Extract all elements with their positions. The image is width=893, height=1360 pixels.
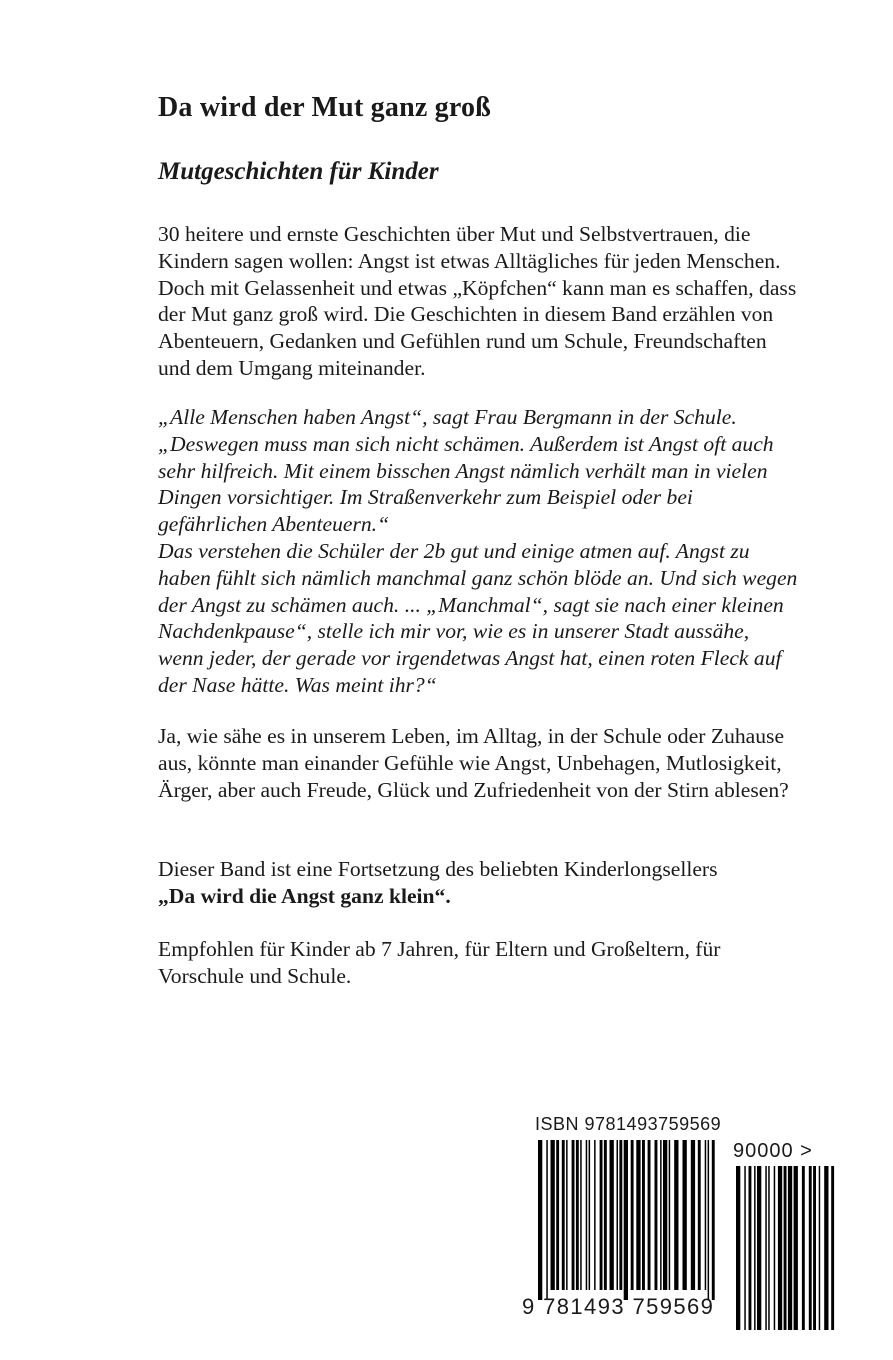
- barcode-bar: [594, 1140, 596, 1290]
- barcode-bar: [765, 1166, 767, 1330]
- barcode-bar: [802, 1166, 805, 1330]
- barcode-bar: [683, 1140, 687, 1290]
- barcode-bar: [642, 1140, 645, 1290]
- barcode-bar: [655, 1140, 658, 1290]
- barcode-bar: [562, 1140, 565, 1290]
- barcode-bar: [705, 1140, 707, 1290]
- question-paragraph: Ja, wie sähe es in unserem Leben, im Alltag, in der Schule oder Zuhause aus, könnte man einander Gefühle wie Angst, Unbehagen, Mutlosigkeit, Ärger, aber auch Freude, Glück und Zufriedenheit von der Stirn ablesen?: [158, 724, 789, 802]
- continuation-text: Dieser Band ist eine Fortsetzung des beliebten Kinderlongsellers: [158, 857, 718, 881]
- barcode-bar: [660, 1140, 662, 1290]
- book-title: Da wird der Mut ganz groß: [158, 92, 491, 123]
- barcode-bar: [566, 1140, 568, 1290]
- barcode-bar: [546, 1140, 548, 1300]
- barcode-digits: 9 781493 759569: [522, 1294, 715, 1319]
- intro-paragraph: 30 heitere und ernste Geschichten über Mut und Selbstvertrauen, die Kindern sagen wollen: Angst ist etwas Alltägliches für jeden Menschen. Doch mit Gelassenheit und etwas „Köpfchen“ kann man es schaffen, dass der Mut ganz groß wird. Die Geschichten in diesem Band erzählen von Abenteuern, Gedanken und Gefühlen rund um Schule, Freundschaften und dem Umgang miteinander.: [158, 222, 797, 380]
- barcode-bar: [819, 1166, 821, 1330]
- barcode-bar: [674, 1140, 678, 1290]
- barcode-bar: [778, 1166, 782, 1330]
- barcode-bar: [604, 1140, 607, 1290]
- barcode-bar: [794, 1166, 798, 1330]
- barcode-bar: [757, 1166, 761, 1330]
- barcode-bar: [631, 1140, 634, 1290]
- barcode-bar: [589, 1140, 591, 1290]
- price-addon: 90000 >: [733, 1140, 813, 1162]
- barcode-bar: [538, 1140, 542, 1300]
- barcode-bar: [624, 1140, 628, 1300]
- barcode-bar: [788, 1166, 792, 1330]
- barcode-bar: [784, 1166, 787, 1330]
- barcode-bar: [648, 1140, 651, 1290]
- barcode-bar: [754, 1166, 756, 1330]
- quote-line-2: „Deswegen muss man sich nicht schämen. Außerdem ist Angst oft auch sehr hilfreich. Mit einem bisschen Angst nämlich verhält man in vielen Dingen vorsichtiger. Im Straßenverkehr zum Beispiel oder bei gefährlichen Abenteuern.“: [158, 431, 774, 537]
- barcode-bar: [663, 1140, 667, 1290]
- previous-book-title: „Da wird die Angst ganz klein“.: [158, 883, 451, 908]
- barcode-bar: [749, 1166, 752, 1330]
- barcode-bar: [698, 1140, 701, 1290]
- barcode-bar: [708, 1140, 710, 1300]
- quote-line-1: „Alle Menschen haben Angst“, sagt Frau Bergmann in der Schule.: [158, 405, 737, 429]
- barcode-bar: [600, 1140, 603, 1290]
- book-subtitle: Mutgeschichten für Kinder: [158, 158, 439, 185]
- barcode-bar: [774, 1166, 776, 1330]
- barcode-bar: [586, 1140, 588, 1290]
- barcode-bar: [831, 1166, 834, 1330]
- barcode-bar: [744, 1166, 746, 1330]
- barcode-bar: [669, 1140, 671, 1290]
- isbn-label: ISBN 9781493759569: [535, 1114, 722, 1134]
- barcode-bar: [824, 1166, 828, 1330]
- barcode-bar: [617, 1140, 619, 1290]
- barcode-bar: [619, 1140, 622, 1290]
- quote-line-3: Das verstehen die Schüler der 2b gut und einige atmen auf. Angst zu haben fühlt sich nämlich manchmal ganz schön blöde an. Und sich wegen der Angst zu schämen auch. ... „Manchmal“, sagt sie nach einer kleinen Nachdenkpause“, stelle ich mir vor, wie es in unserer Stadt aussähe, wenn jeder, der gerade vor irgendetwas Angst hat, einen roten Fleck auf der Nase hätte. Was meint ihr?“: [158, 538, 798, 697]
- recommendation-paragraph: Empfohlen für Kinder ab 7 Jahren, für Eltern und Großeltern, für Vorschule und Schule.: [158, 937, 721, 988]
- barcode-bar: [813, 1166, 816, 1330]
- barcode-bar: [809, 1166, 812, 1330]
- barcode-bar: [712, 1140, 715, 1300]
- barcode-bar: [572, 1140, 575, 1290]
- barcode-bar: [576, 1140, 579, 1290]
- barcode-bar: [768, 1166, 770, 1330]
- barcode-bar: [551, 1140, 555, 1290]
- barcode-bar: [610, 1140, 614, 1290]
- barcode-bar: [736, 1166, 740, 1330]
- barcode-bar: [556, 1140, 559, 1290]
- barcode-bar: [580, 1140, 582, 1290]
- barcode-bar: [636, 1140, 640, 1290]
- barcode-bar: [691, 1140, 695, 1290]
